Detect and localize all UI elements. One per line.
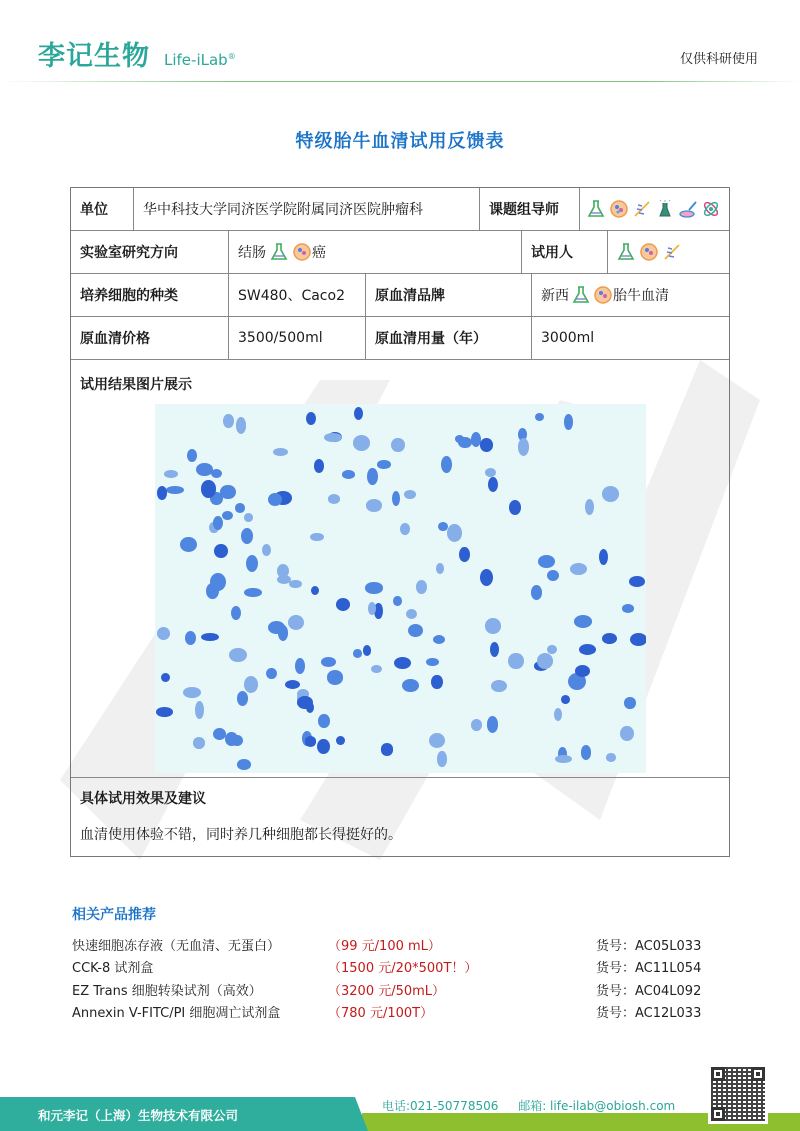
stained-cell bbox=[244, 588, 261, 598]
stained-cell bbox=[622, 604, 634, 613]
feedback-section-title: 具体试用效果及建议 bbox=[80, 791, 206, 807]
stained-cell bbox=[371, 665, 382, 673]
stained-cell bbox=[436, 563, 444, 575]
stained-cell bbox=[213, 516, 223, 530]
feedback-text: 血清使用体验不错，同时养几种细胞都长得挺好的。 bbox=[80, 827, 402, 843]
stained-cell bbox=[377, 460, 390, 469]
stained-cell bbox=[225, 732, 238, 746]
product-row bbox=[72, 978, 732, 1001]
company-name: 和元李记（上海）生物技术有限公司 bbox=[38, 1108, 239, 1123]
flask-icon bbox=[616, 242, 636, 262]
stained-cell bbox=[365, 582, 383, 593]
stained-cell bbox=[531, 585, 543, 601]
stained-cell bbox=[314, 459, 324, 472]
dna-icon bbox=[632, 199, 652, 219]
stained-cell bbox=[180, 537, 197, 552]
qr-finder bbox=[711, 1067, 725, 1081]
stained-cell bbox=[402, 679, 419, 693]
stained-cell bbox=[157, 627, 170, 640]
stained-cell bbox=[624, 697, 636, 708]
tester-icons bbox=[616, 242, 682, 262]
stained-cell bbox=[241, 528, 253, 544]
stained-cell bbox=[538, 555, 555, 568]
research-only-notice: 仅供科研使用 bbox=[679, 52, 758, 67]
atom-icon bbox=[701, 199, 721, 219]
research-prefix: 结肠 bbox=[238, 245, 266, 261]
stained-cell bbox=[491, 680, 507, 692]
stained-cell bbox=[629, 576, 644, 587]
product-code: 货号：AC04L092 bbox=[596, 983, 702, 999]
stained-cell bbox=[305, 736, 317, 746]
flask-icon bbox=[269, 242, 289, 262]
usage-value: 3000ml bbox=[541, 330, 595, 346]
brand-label: 原血清品牌 bbox=[366, 274, 532, 316]
stained-cell bbox=[485, 468, 496, 477]
stained-cell bbox=[273, 448, 288, 456]
product-price: （3200 元/50mL） bbox=[328, 983, 446, 999]
stained-cell bbox=[214, 544, 228, 558]
stained-cell bbox=[196, 463, 213, 477]
qr-finder bbox=[711, 1107, 725, 1121]
logo-english-text: Life-iLab bbox=[164, 51, 228, 69]
stained-cell bbox=[185, 631, 196, 645]
cells-icon bbox=[609, 199, 629, 219]
stained-cell bbox=[244, 513, 253, 522]
stained-cell bbox=[579, 644, 596, 655]
stained-cell bbox=[231, 606, 241, 621]
stained-cell bbox=[244, 676, 259, 693]
stained-cell bbox=[366, 499, 382, 512]
cell-type-label: 培养细胞的种类 bbox=[71, 274, 229, 316]
stained-cell bbox=[570, 563, 587, 575]
stained-cell bbox=[547, 570, 559, 581]
logo-chinese: 李记生物 bbox=[38, 41, 150, 72]
stained-cell bbox=[220, 485, 236, 500]
flask-icon bbox=[571, 285, 591, 305]
stained-cell bbox=[363, 645, 372, 656]
stained-cell bbox=[458, 437, 472, 448]
stained-cell bbox=[630, 633, 646, 646]
stained-cell bbox=[262, 544, 271, 556]
registered-mark: ® bbox=[227, 52, 236, 61]
stained-cell bbox=[336, 598, 350, 610]
petri-dish-icon bbox=[678, 199, 698, 219]
research-suffix: 癌 bbox=[312, 245, 326, 261]
stained-cell bbox=[429, 733, 445, 749]
price-value: 3500/500ml bbox=[229, 317, 366, 359]
stained-cell bbox=[201, 480, 216, 497]
stained-cell bbox=[400, 523, 411, 535]
brand-logo bbox=[38, 34, 236, 73]
photo-container bbox=[71, 404, 729, 777]
stained-cell bbox=[278, 625, 289, 641]
supervisor-value bbox=[580, 188, 729, 230]
related-products-title: 相关产品推荐 bbox=[72, 907, 156, 923]
page-title: 特级胎牛血清试用反馈表 bbox=[295, 131, 505, 152]
stained-cell bbox=[157, 486, 168, 500]
feedback-form-table bbox=[70, 187, 730, 857]
stained-cell bbox=[237, 691, 249, 707]
stained-cell bbox=[223, 414, 234, 428]
stained-cell bbox=[354, 407, 363, 420]
stained-cell bbox=[599, 549, 608, 565]
product-price: （780 元/100T） bbox=[328, 1006, 434, 1022]
stained-cell bbox=[368, 602, 376, 615]
photo-section bbox=[71, 360, 729, 778]
stained-cell bbox=[441, 456, 452, 473]
stained-cell bbox=[237, 759, 252, 770]
stained-cell bbox=[490, 642, 500, 657]
brand-prefix: 新西 bbox=[541, 288, 569, 304]
dna-icon bbox=[662, 242, 682, 262]
product-name: EZ Trans 细胞转染试剂（高效） bbox=[72, 983, 262, 999]
stained-cell bbox=[564, 414, 573, 429]
stained-cell bbox=[222, 511, 233, 521]
stained-cell bbox=[353, 649, 362, 657]
stained-cell bbox=[295, 658, 305, 674]
tester-value bbox=[608, 231, 729, 273]
cell-microscopy-image bbox=[155, 404, 646, 773]
row-cell-type bbox=[71, 274, 729, 317]
email-address[interactable]: 邮箱: life-ilab@obiosh.com bbox=[518, 1099, 676, 1113]
stained-cell bbox=[342, 470, 355, 478]
tester-label: 试用人 bbox=[522, 231, 608, 273]
stained-cell bbox=[328, 494, 340, 503]
stained-cell bbox=[193, 737, 205, 749]
stained-cell bbox=[318, 714, 329, 728]
stained-cell bbox=[285, 680, 300, 689]
stained-cell bbox=[367, 468, 378, 486]
stained-cell bbox=[297, 696, 313, 710]
stained-cell bbox=[602, 486, 620, 502]
stained-cell bbox=[535, 413, 544, 421]
product-name: Annexin V-FITC/PI 细胞凋亡试剂盒 bbox=[72, 1006, 281, 1022]
page-header bbox=[0, 0, 800, 82]
stained-cell bbox=[447, 524, 462, 542]
stained-cell bbox=[416, 580, 427, 594]
stained-cell bbox=[391, 438, 405, 453]
stained-cell bbox=[554, 708, 562, 721]
stained-cell bbox=[321, 657, 337, 667]
stained-cell bbox=[406, 609, 417, 619]
stained-cell bbox=[431, 675, 443, 690]
stained-cell bbox=[235, 503, 245, 512]
stained-cell bbox=[585, 499, 594, 515]
stained-cell bbox=[426, 658, 439, 666]
cells-icon bbox=[593, 285, 613, 305]
stained-cell bbox=[306, 412, 316, 425]
stained-cell bbox=[575, 665, 590, 677]
stained-cell bbox=[408, 624, 423, 637]
stained-cell bbox=[574, 615, 592, 628]
stained-cell bbox=[183, 687, 201, 698]
product-name: CCK-8 试剂盒 bbox=[72, 961, 154, 977]
stained-cell bbox=[438, 522, 448, 531]
stained-cell bbox=[509, 500, 521, 515]
product-price: （99 元/100 mL） bbox=[328, 938, 441, 954]
product-code: 货号：AC11L054 bbox=[596, 961, 702, 977]
supervisor-label: 课题组导师 bbox=[480, 188, 580, 230]
product-code: 货号：AC05L033 bbox=[596, 938, 702, 954]
stained-cell bbox=[353, 435, 370, 451]
stained-cell bbox=[487, 716, 499, 733]
brand-suffix: 胎牛血清 bbox=[613, 288, 669, 304]
header-divider bbox=[0, 81, 800, 82]
stained-cell bbox=[229, 648, 247, 663]
flask-icon bbox=[586, 199, 606, 219]
research-label: 实验室研究方向 bbox=[71, 231, 229, 273]
stained-cell bbox=[210, 573, 226, 591]
stained-cell bbox=[336, 736, 345, 745]
stained-cell bbox=[480, 438, 493, 451]
stained-cell bbox=[236, 417, 246, 433]
related-products bbox=[72, 904, 732, 1023]
stained-cell bbox=[537, 653, 553, 669]
stained-cell bbox=[288, 615, 304, 630]
stained-cell bbox=[166, 486, 184, 494]
stained-cell bbox=[488, 477, 498, 493]
stained-cell bbox=[581, 745, 591, 759]
stained-cell bbox=[310, 533, 324, 541]
stained-cell bbox=[561, 695, 570, 704]
product-code: 货号：AC12L033 bbox=[596, 1006, 702, 1022]
stained-cell bbox=[394, 657, 411, 669]
supervisor-icons bbox=[586, 199, 721, 219]
unit-label: 单位 bbox=[71, 188, 134, 230]
beaker-icon bbox=[655, 199, 675, 219]
stained-cell bbox=[381, 743, 394, 755]
stained-cell bbox=[211, 469, 222, 478]
stained-cell bbox=[518, 438, 529, 456]
cells-icon bbox=[639, 242, 659, 262]
stained-cell bbox=[327, 670, 344, 685]
stained-cell bbox=[620, 726, 634, 742]
stained-cell bbox=[404, 490, 416, 499]
usage-label: 原血清用量（年） bbox=[366, 317, 532, 359]
product-row bbox=[72, 933, 732, 956]
stained-cell bbox=[187, 449, 197, 462]
stained-cell bbox=[161, 673, 170, 682]
stained-cell bbox=[311, 586, 319, 595]
stained-cell bbox=[433, 635, 445, 644]
stained-cell bbox=[246, 555, 258, 573]
product-price: （1500 元/20*500T！） bbox=[328, 961, 478, 977]
stained-cell bbox=[289, 580, 302, 589]
stained-cell bbox=[471, 719, 483, 731]
stained-cell bbox=[606, 753, 616, 762]
qr-code[interactable] bbox=[708, 1064, 768, 1124]
product-row bbox=[72, 956, 732, 979]
stained-cell bbox=[602, 633, 617, 644]
stained-cell bbox=[437, 751, 446, 766]
stained-cell bbox=[201, 633, 219, 641]
stained-cell bbox=[508, 653, 523, 669]
stained-cell bbox=[555, 755, 572, 763]
stained-cell bbox=[156, 707, 173, 717]
research-value bbox=[229, 231, 522, 273]
cells-icon bbox=[292, 242, 312, 262]
stained-cell bbox=[393, 596, 402, 607]
cell-type-value: SW480、Caco2 bbox=[229, 274, 366, 316]
stained-cell bbox=[485, 618, 501, 633]
stained-cell bbox=[317, 739, 330, 754]
row-unit bbox=[71, 188, 729, 231]
price-label: 原血清价格 bbox=[71, 317, 229, 359]
stained-cell bbox=[213, 728, 226, 740]
feedback-section bbox=[71, 778, 729, 856]
qr-code-pattern bbox=[711, 1067, 765, 1121]
unit-value: 华中科技大学同济医学院附属同济医院肿瘤科 bbox=[134, 188, 480, 230]
phone-number: 电话:021-50778506 bbox=[382, 1099, 499, 1113]
stained-cell bbox=[266, 668, 277, 679]
stained-cell bbox=[392, 491, 400, 507]
contact-info bbox=[382, 1097, 691, 1114]
photo-section-title: 试用结果图片展示 bbox=[80, 377, 192, 393]
stained-cell bbox=[195, 701, 204, 719]
qr-finder bbox=[751, 1067, 765, 1081]
product-name: 快速细胞冻存液（无血清、无蛋白） bbox=[72, 938, 281, 954]
brand-value bbox=[532, 274, 729, 316]
row-research bbox=[71, 231, 729, 274]
row-price bbox=[71, 317, 729, 360]
product-row bbox=[72, 1001, 732, 1024]
stained-cell bbox=[459, 547, 469, 562]
stained-cell bbox=[164, 470, 179, 478]
stained-cell bbox=[480, 569, 493, 586]
logo-english bbox=[164, 51, 236, 69]
